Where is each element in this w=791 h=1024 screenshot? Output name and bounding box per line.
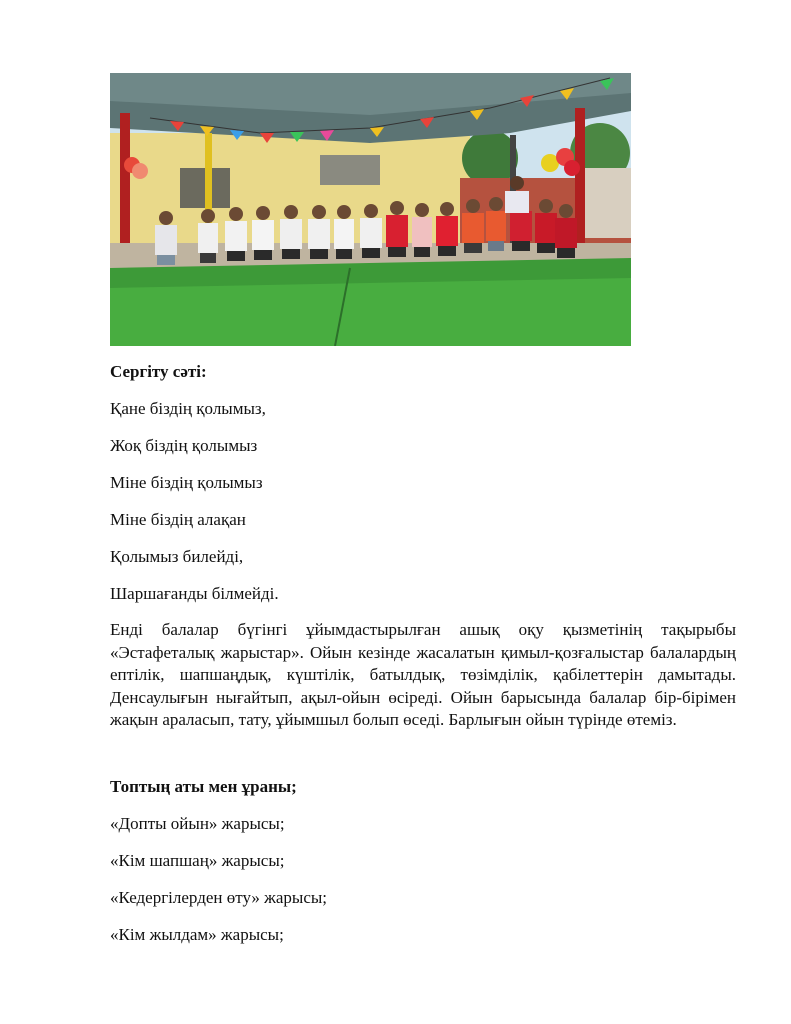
poem-line: Міне біздің алақан <box>110 510 246 529</box>
group-photo <box>110 73 631 346</box>
list-item: «Кедергілерден өту» жарысы; <box>110 888 328 907</box>
list-item: «Кім шапшаң» жарысы; <box>110 851 285 870</box>
body-paragraph: Енді балалар бүгінгі ұйымдастырылған ашық оқу қызметінің тақырыбы «Эстафеталық жарыстар». Ойын кезінде жасалатын қимыл-қозғалыстар балалардың ептілік, шапшаңдық, күштілік, батылдық, төзімділік, қабілеттерін дамытады. Денсаулығын нығайтып, ақыл-ойын өсіреді. Ойын барысында балалар бір-бірімен жақын араласып, тату, ұйымшыл болып өседі. Барлығын ойын түрінде өтеміз. <box>110 620 736 729</box>
list-item: «Допты ойын» жарысы; <box>110 814 285 833</box>
poem-line: Жоқ біздің қолымыз <box>110 436 258 455</box>
list-item: «Кім жылдам» жарысы; <box>110 925 284 944</box>
poem-line: Қане біздің қолымыз, <box>110 399 266 418</box>
poem-line: Міне біздің қолымыз <box>110 473 263 492</box>
heading-exercise: Сергіту сәті: <box>110 362 207 381</box>
poem-line: Шаршағанды білмейді. <box>110 584 279 603</box>
heading-team-name: Топтың аты мен ұраны; <box>110 777 297 796</box>
poem-line: Қолымыз билейді, <box>110 547 244 566</box>
